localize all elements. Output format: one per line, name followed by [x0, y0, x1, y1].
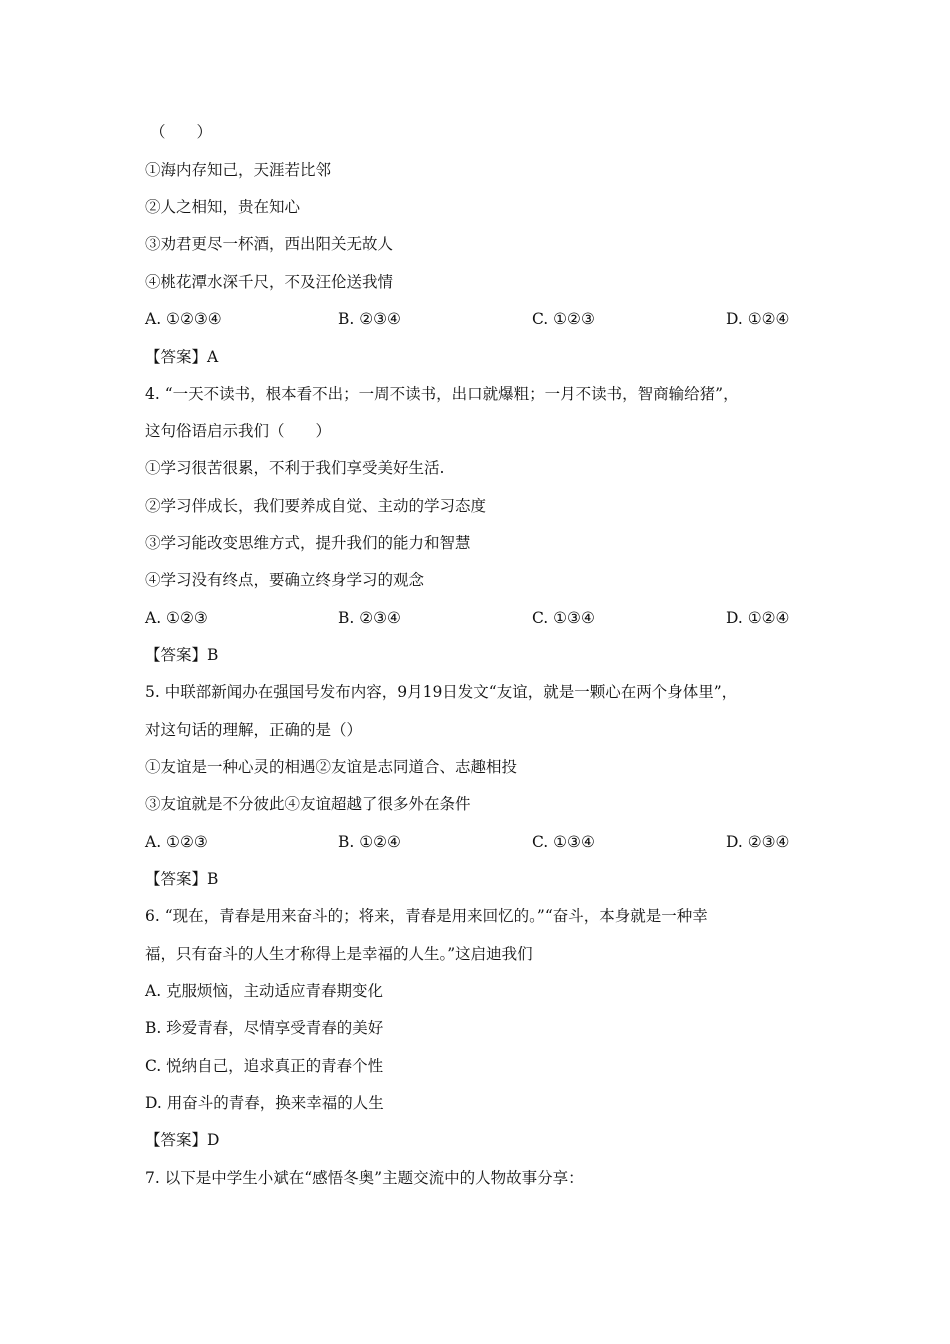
q5-option-d: D. ②③④	[726, 833, 790, 851]
q3-option-c: C. ①②③	[532, 310, 595, 328]
q3-options	[145, 308, 805, 330]
q5-stem-line-2: 对这句话的理解，正确的是（）	[145, 721, 363, 739]
q4-option-b: B. ②③④	[338, 609, 401, 627]
q7-stem: 7. 以下是中学生小斌在“感悟冬奥”主题交流中的人物故事分享：	[145, 1169, 584, 1187]
q4-statement-2: ②学习伴成长，我们要养成自觉、主动的学习态度	[145, 497, 487, 515]
q4-stem-line-1: 4. “一天不读书，根本看不出；一周不读书，出口就爆粗；一月不读书，智商输给猪”，	[145, 385, 739, 403]
q3-statement-3: ③劝君更尽一杯酒，西出阳关无故人	[145, 235, 394, 253]
q6-option-d: D. 用奋斗的青春，换来幸福的人生	[145, 1094, 384, 1112]
q5-option-b: B. ①②④	[338, 833, 401, 851]
q3-option-d: D. ①②④	[726, 310, 790, 328]
q3-option-b: B. ②③④	[338, 310, 401, 328]
q5-stem-line-1: 5. 中联部新闻办在强国号发布内容，9月19日发文“友谊，就是一颗心在两个身体里”，	[145, 683, 738, 701]
q4-stem-line-2: 这句俗语启示我们（ ）	[145, 422, 332, 440]
q4-options	[145, 607, 805, 629]
q4-statement-1: ①学习很苦很累，不利于我们享受美好生活.	[145, 459, 445, 477]
q5-statement-2: ③友谊就是不分彼此④友谊超越了很多外在条件	[145, 795, 471, 813]
q4-answer: 【答案】B	[145, 646, 219, 664]
q4-statement-4: ④学习没有终点，要确立终身学习的观念	[145, 571, 425, 589]
q3-paren: （ ）	[150, 123, 213, 141]
q6-stem-line-2: 福，只有奋斗的人生才称得上是幸福的人生。”这启迪我们	[145, 945, 533, 963]
q4-option-d: D. ①②④	[726, 609, 790, 627]
q4-option-c: C. ①③④	[532, 609, 595, 627]
q3-answer: 【答案】A	[145, 348, 219, 366]
q6-answer: 【答案】D	[145, 1131, 220, 1149]
q6-option-c: C. 悦纳自己，追求真正的青春个性	[145, 1057, 384, 1075]
q6-stem-line-1: 6. “现在，青春是用来奋斗的；将来，青春是用来回忆的。”“奋斗，本身就是一种幸	[145, 907, 708, 925]
q5-options	[145, 831, 805, 853]
q5-option-c: C. ①③④	[532, 833, 595, 851]
q3-statement-2: ②人之相知，贵在知心	[145, 198, 301, 216]
q3-statement-1: ①海内存知己，天涯若比邻	[145, 161, 332, 179]
q5-statement-1: ①友谊是一种心灵的相遇②友谊是志同道合、志趣相投	[145, 758, 518, 776]
q6-option-b: B. 珍爱青春，尽情享受青春的美好	[145, 1019, 384, 1037]
q3-statement-4: ④桃花潭水深千尺，不及汪伦送我情	[145, 273, 394, 291]
q4-statement-3: ③学习能改变思维方式，提升我们的能力和智慧	[145, 534, 471, 552]
q4-option-a: A. ①②③	[145, 609, 208, 627]
q5-answer: 【答案】B	[145, 870, 219, 888]
q3-option-a: A. ①②③④	[145, 310, 222, 328]
q6-option-a: A. 克服烦恼，主动适应青春期变化	[145, 982, 384, 1000]
q5-option-a: A. ①②③	[145, 833, 208, 851]
